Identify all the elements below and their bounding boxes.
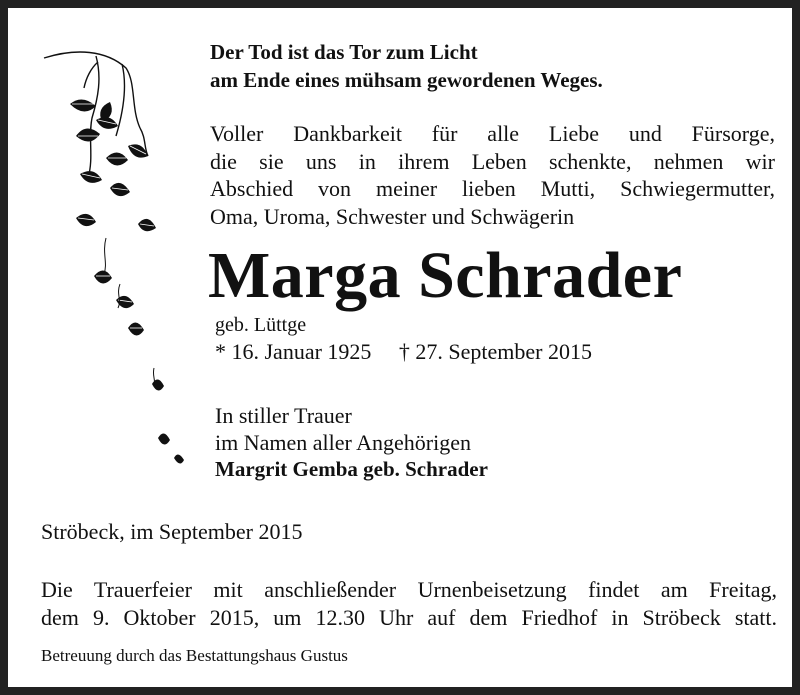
intro-line: Abschied von meiner lieben Mutti, Schwiegermutter,: [210, 176, 775, 201]
motto: [210, 38, 603, 94]
intro-line: Oma, Uroma, Schwester und Schwägerin: [210, 203, 575, 229]
mourners-line: im Namen aller Angehörigen: [215, 430, 471, 455]
care-note: Betreuung durch das Bestattungshaus Gustus: [41, 646, 348, 665]
funeral-line: dem 9. Oktober 2015, um 12.30 Uhr auf dem Friedhof in Ströbeck statt.: [41, 605, 777, 630]
motto-line: am Ende eines mühsam gewordenen Weges.: [210, 68, 603, 92]
deceased-name: Marga Schrader: [208, 239, 683, 312]
falling-leaves-icon: [36, 38, 206, 488]
mourners-block: [215, 402, 488, 483]
life-dates: * 16. Januar 1925 † 27. September 2015: [215, 339, 592, 364]
mourners-line: In stiller Trauer: [215, 403, 352, 428]
funeral-line: Die Trauerfeier mit anschließender Urnenbeisetzung findet am Freitag,: [41, 577, 777, 602]
intro-line: Voller Dankbarkeit für alle Liebe und Fürsorge,: [210, 121, 775, 146]
intro-line: die sie uns in ihrem Leben schenkte, nehmen wir: [210, 148, 775, 174]
motto-line: Der Tod ist das Tor zum Licht: [210, 40, 478, 64]
funeral-info: [41, 576, 777, 632]
place-date: Ströbeck, im September 2015: [41, 519, 303, 544]
signer-name: Margrit Gemba geb. Schrader: [215, 457, 488, 481]
intro-text: [210, 120, 775, 230]
birth-name: geb. Lüttge: [215, 314, 307, 336]
